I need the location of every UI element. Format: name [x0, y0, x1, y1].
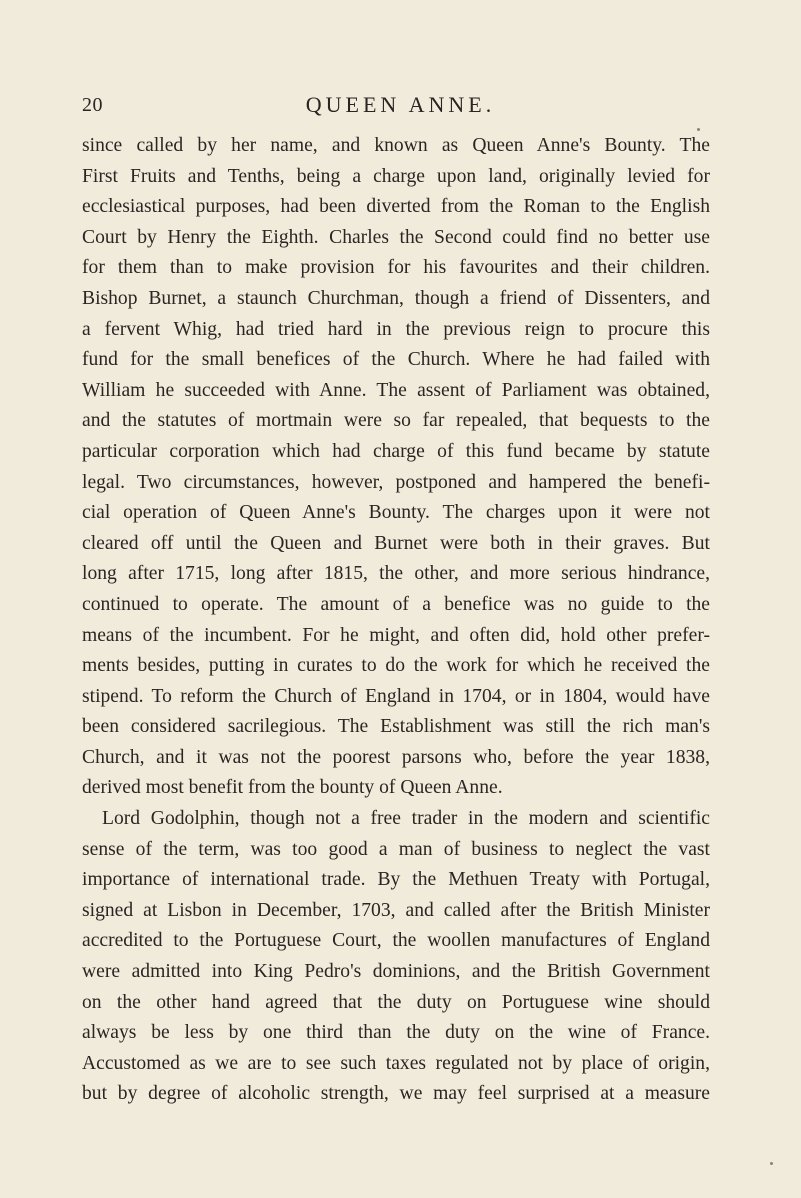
- text-line: means of the incumbent. For he might, and often did, hold other prefer-: [82, 624, 710, 646]
- text-line: ments besides, putting in curates to do the work for which he received the: [82, 655, 710, 677]
- text-line: and the statutes of mortmain were so far repealed, that bequests to the: [82, 410, 710, 432]
- text-line: accredited to the Portuguese Court, the woollen manufactures of England: [82, 930, 710, 952]
- text-line: Court by Henry the Eighth. Charles the Second could find no better use: [82, 226, 710, 248]
- text-line: stipend. To reform the Church of England in 1704, or in 1804, would have: [82, 685, 710, 707]
- text-line: long after 1715, long after 1815, the other, and more serious hindrance,: [82, 563, 710, 585]
- text-line: importance of international trade. By the Methuen Treaty with Portugal,: [82, 869, 710, 891]
- text-line: been considered sacrilegious. The Establishment was still the rich man's: [82, 716, 710, 738]
- text-line: on the other hand agreed that the duty on Portuguese wine should: [82, 991, 710, 1013]
- text-line: a fervent Whig, had tried hard in the previous reign to procure this: [82, 318, 710, 340]
- text-line: legal. Two circumstances, however, postponed and hampered the benefi-: [82, 471, 710, 493]
- text-line: First Fruits and Tenths, being a charge upon land, originally levied for: [82, 165, 710, 187]
- page-body: [82, 131, 710, 1110]
- text-line: fund for the small benefices of the Church. Where he had failed with: [82, 349, 710, 371]
- text-line: signed at Lisbon in December, 1703, and called after the British Minister: [82, 899, 710, 921]
- text-line: Lord Godolphin, though not a free trader in the modern and scientific: [102, 808, 710, 830]
- running-title: QUEEN ANNE.: [305, 92, 496, 117]
- text-line: Church, and it was not the poorest parsons who, before the year 1838,: [82, 746, 710, 768]
- text-line: for them than to make provision for his favourites and their children.: [82, 257, 710, 279]
- paragraph-queen-annes-bounty: [82, 131, 710, 804]
- paper-speck: [697, 128, 700, 131]
- text-line: particular corporation which had charge of this fund became by statute: [82, 440, 710, 462]
- text-line: cial operation of Queen Anne's Bounty. The charges upon it were not: [82, 502, 710, 524]
- page-number: 20: [82, 94, 103, 116]
- paragraph-methuen-treaty: [82, 804, 710, 1110]
- text-line: cleared off until the Queen and Burnet were both in their graves. But: [82, 532, 710, 554]
- text-line: continued to operate. The amount of a benefice was no guide to the: [82, 593, 710, 615]
- text-line: William he succeeded with Anne. The assent of Parliament was obtained,: [82, 379, 710, 401]
- text-line: Bishop Burnet, a staunch Churchman, though a friend of Dissenters, and: [82, 287, 710, 309]
- page-header: [0, 88, 801, 120]
- text-line: Accustomed as we are to see such taxes regulated not by place of origin,: [82, 1052, 710, 1074]
- paper-speck: [770, 1162, 773, 1165]
- text-line: sense of the term, was too good a man of business to neglect the vast: [82, 838, 710, 860]
- text-line: derived most benefit from the bounty of Queen Anne.: [82, 777, 503, 799]
- text-line: were admitted into King Pedro's dominions, and the British Government: [82, 961, 710, 983]
- text-line: ecclesiastical purposes, had been diverted from the Roman to the English: [82, 196, 710, 218]
- text-line: always be less by one third than the duty on the wine of France.: [82, 1022, 710, 1044]
- text-line: but by degree of alcoholic strength, we may feel surprised at a measure: [82, 1083, 710, 1105]
- text-line: since called by her name, and known as Queen Anne's Bounty. The: [82, 135, 710, 156]
